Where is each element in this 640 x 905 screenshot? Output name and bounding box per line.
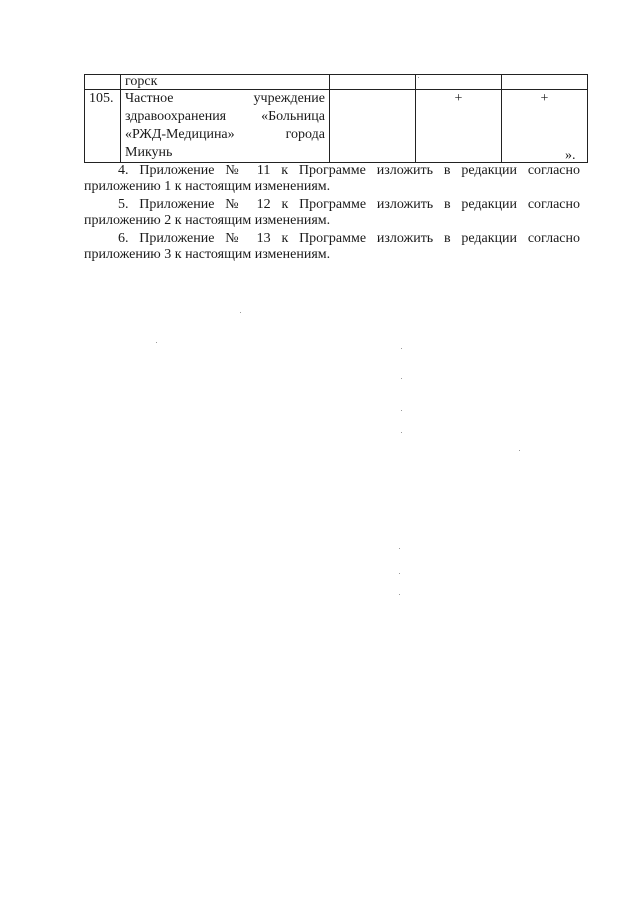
scan-speck [399,548,400,549]
paragraph-item-5: 5. Приложение № 12 к Программе изложить в редакции согласно приложению 2 к настоящим изменениям. [84,197,580,228]
organization-name-cell: горск [121,75,330,90]
column-5-cell [502,75,588,90]
scan-speck [401,348,402,349]
column-4-cell [416,75,502,90]
scan-speck [418,77,419,78]
closing-quote: ». [565,148,576,163]
scan-speck [401,432,402,433]
paragraph-item-4: 4. Приложение № 11 к Программе изложить в редакции согласно приложению 1 к настоящим изменениям. [84,163,580,194]
scan-speck [156,342,157,343]
column-3-cell [330,90,416,163]
row-number-cell: 105. [85,90,121,163]
scan-speck [399,594,400,595]
row-number-cell [85,75,121,90]
paragraph-item-6: 6. Приложение № 13 к Программе изложить в редакции согласно приложению 3 к настоящим изменениям. [84,231,580,262]
scan-speck [401,378,402,379]
scan-speck [399,573,400,574]
participation-mark-cell: + [502,90,588,163]
table-row [85,90,588,163]
participation-mark-cell: + [416,90,502,163]
organization-name-cell: Частное учреждение здравоохранения «Больница «РЖД-Медицина» города Микунь [121,90,330,163]
scan-speck [401,410,402,411]
registry-table [84,74,588,163]
table-row [85,75,588,90]
scan-speck [240,312,241,313]
column-3-cell [330,75,416,90]
scan-speck [519,450,520,451]
